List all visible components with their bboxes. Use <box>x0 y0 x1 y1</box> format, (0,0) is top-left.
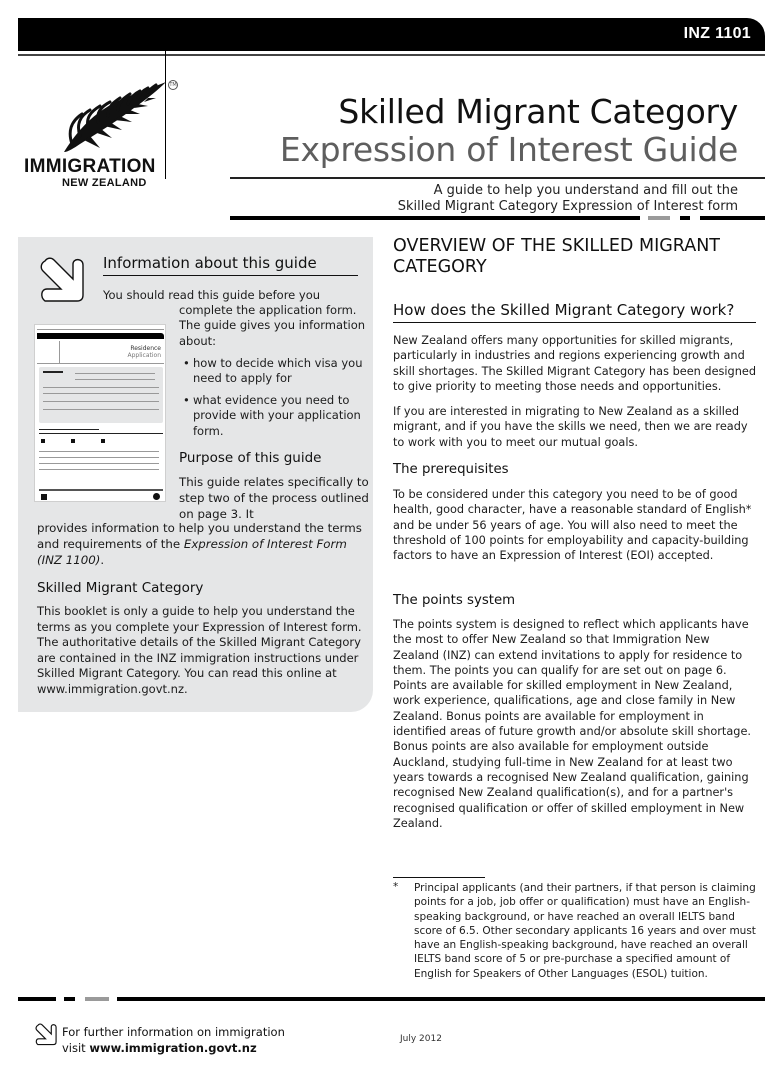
decorative-rule <box>680 216 690 220</box>
overview-heading: OVERVIEW OF THE SKILLED MIGRANT CATEGORY <box>393 236 720 277</box>
footnote-text: Principal applicants (and their partners, if that person is claiming points for a job, job offer or qualification) must have an English-speaking background, or have reached an overall IELTS band score of 6.5. Other secondary applicants 16 years and over must have an English-speaking background, have reached an overall IELTS band score of 5 or pre-purchase a specified amount of English for Speakers of Other Languages (ESOL) tuition. <box>414 882 756 980</box>
thumb-rule <box>39 429 99 430</box>
purpose-heading: Purpose of this guide <box>179 450 322 466</box>
decorative-rule <box>18 997 56 1001</box>
trademark-symbol: TM <box>169 82 177 88</box>
website-link[interactable]: www.immigration.govt.nz <box>89 1041 257 1055</box>
form-code: INZ 1101 <box>683 25 751 42</box>
thumb-footer-icon <box>153 493 160 500</box>
title-rule <box>230 177 765 179</box>
thumb-rule <box>39 469 159 470</box>
list-item: • how to decide which visa you need to apply for <box>179 356 369 387</box>
document-title: Skilled Migrant Category <box>338 92 738 131</box>
thumb-rule <box>39 451 159 452</box>
info-bullet-list <box>179 356 369 445</box>
thumb-rule <box>59 341 60 363</box>
decorative-rule <box>117 997 765 1001</box>
document-description <box>398 183 738 215</box>
thumb-rule <box>75 373 155 374</box>
smc-heading: Skilled Migrant Category <box>37 580 204 596</box>
footer-visit-text: visit www.immigration.govt.nz <box>62 1041 257 1055</box>
thumb-rule <box>39 463 159 464</box>
logo-word-immigration: IMMIGRATION <box>24 156 156 177</box>
decorative-rule <box>700 216 765 220</box>
thumb-rule <box>37 329 164 330</box>
thumb-header-bar <box>37 333 164 339</box>
info-intro: You should read this guide before you <box>103 288 321 302</box>
how-it-works-paragraph: New Zealand offers many opportunities for skilled migrants, particularly in industries and regions experiencing growth and skill shortages. The Skilled Migrant Category has been designed to give priority to meeting those needs and opportunities. <box>393 334 756 393</box>
info-intro-continued: complete the application form. The guide gives you information about: <box>179 303 366 348</box>
thumb-checkbox <box>101 439 105 443</box>
footnote-rule <box>393 877 485 878</box>
smc-text: This booklet is only a guide to help you understand the terms as you complete your Expression of Interest form. The authoritative details of the Skilled Migrant Category are contained in the INZ immigration instructions under Skilled Migrant Category. You can read this online at www.immigration.govt.nz. <box>37 604 362 696</box>
thumb-rule <box>75 379 155 380</box>
how-it-works-paragraph: If you are interested in migrating to New Zealand as a skilled migrant, and if you have the skills we need, then we are ready to work with you to meet our mutual goals. <box>393 405 748 449</box>
thumb-rule <box>43 387 159 388</box>
decorative-rule <box>64 997 75 1001</box>
arrow-down-right-icon <box>37 255 87 307</box>
list-item: • what evidence you need to provide with your application form. <box>179 393 369 439</box>
decorative-rule <box>648 216 670 220</box>
thumb-rule <box>43 371 63 373</box>
thumb-rule <box>39 433 163 434</box>
description-line-2: Skilled Migrant Category Expression of Interest form <box>397 199 738 214</box>
arrow-down-right-icon <box>34 1022 58 1048</box>
purpose-text: This guide relates specifically to step two of the process outlined on page 3. It <box>179 475 369 521</box>
thumb-checkbox <box>41 439 45 443</box>
footnote-marker: * <box>393 881 399 893</box>
footer-info-text: For further information on immigration <box>62 1025 285 1039</box>
header-rule <box>18 54 765 56</box>
immigration-nz-logo <box>20 78 177 190</box>
thumb-rule <box>43 409 159 410</box>
logo-word-new-zealand: NEW ZEALAND <box>62 177 147 189</box>
description-line-1: A guide to help you understand and fill out the <box>433 183 738 198</box>
purpose-text-continued: provides information to help you understand the terms and requirements of the Expression of Interest Form (INZ 1100). <box>37 521 362 567</box>
thumb-checkbox <box>71 439 75 443</box>
info-heading: Information about this guide <box>103 254 358 276</box>
header-bar <box>18 18 765 51</box>
thumb-rule <box>37 363 164 364</box>
prerequisites-paragraph: To be considered under this category you need to be of good health, good character, have a reasonable standard of English* and be under 56 years of age. You will also need to meet the threshold of 100 points for employability and capacity-building factors to have an Expression of Interest (EOI) accepted. <box>393 488 752 563</box>
application-form-thumbnail <box>34 324 166 502</box>
points-system-paragraph: The points system is designed to reflect which applicants have the most to offer New Zealand so that Immigration New Zealand (INZ) can extend invitations to apply for residence to them. The points you can qualify for are set out on page 6. Points are available for skilled employment in New Zealand, work experience, qualifications, age and close family in New Zealand. Bonus points are available for employment in identified areas of future growth and/or absolute skill shortage. Bonus points are also available for employment outside Auckland, studying full-time in New Zealand for at least two years towards a recognised New Zealand qualification, gaining recognised New Zealand qualification(s), and for a partner's recognised qualification or offer of skilled employment in New Zealand. <box>393 618 751 830</box>
thumb-rule <box>39 457 159 458</box>
thumb-rule <box>43 393 159 394</box>
decorative-rule <box>85 997 109 1001</box>
thumb-footer-icon <box>41 494 47 500</box>
thumb-info-box <box>39 367 163 423</box>
silver-fern-icon <box>60 78 170 156</box>
how-it-works-heading: How does the Skilled Migrant Category work? <box>393 301 756 323</box>
thumb-title: Residence Application <box>127 345 161 359</box>
decorative-rule <box>230 216 640 220</box>
thumb-rule <box>43 401 159 402</box>
prerequisites-heading: The prerequisites <box>393 462 509 477</box>
document-subtitle-title: Expression of Interest Guide <box>279 130 738 169</box>
points-system-heading: The points system <box>393 593 516 608</box>
form-reference: Expression of Interest Form (INZ 1100) <box>37 537 347 567</box>
publication-date: July 2012 <box>400 1034 442 1044</box>
thumb-rule <box>39 489 163 491</box>
